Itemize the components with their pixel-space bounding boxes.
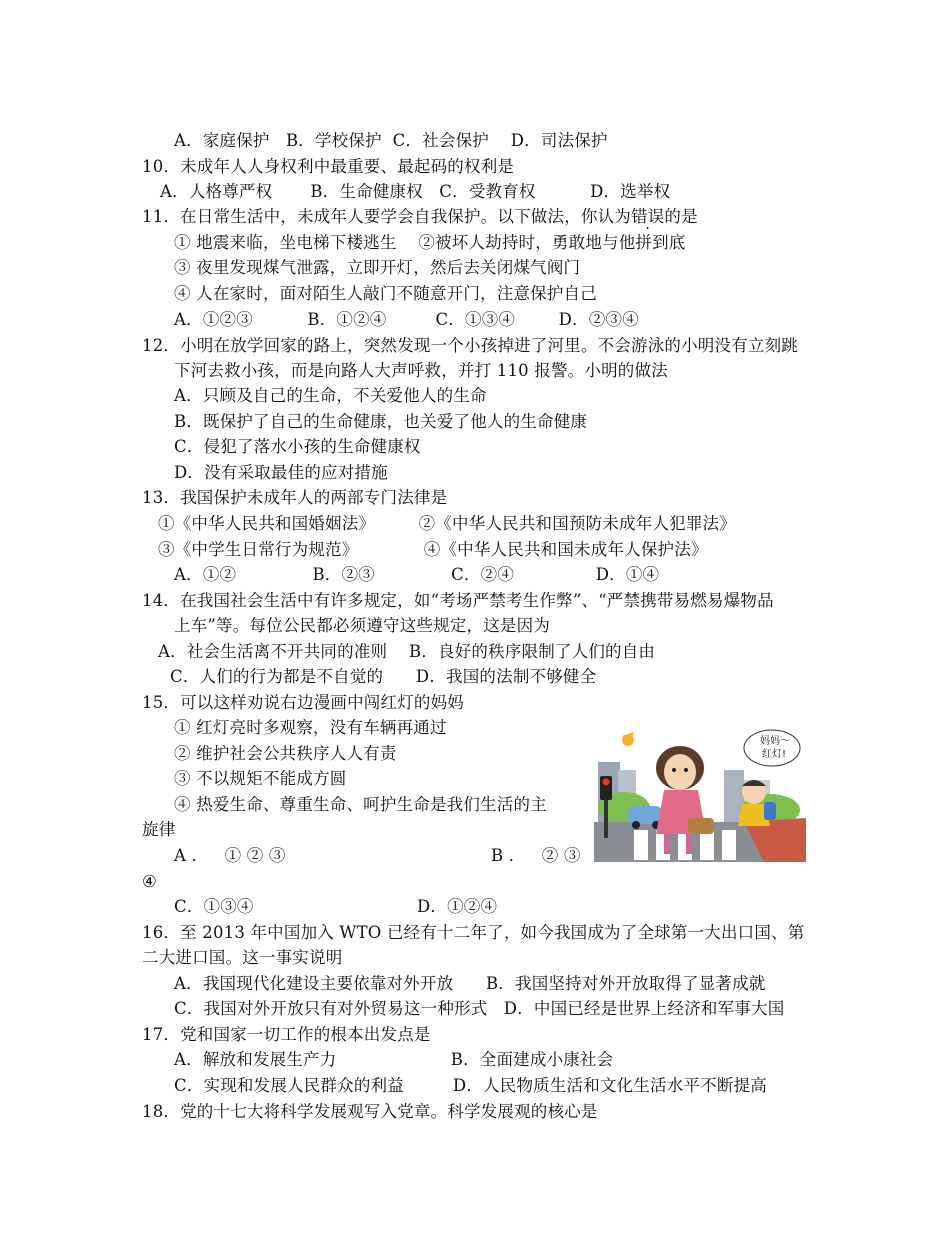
q17-options-2: C．实现和发展人民群众的利益 D．人民物质生活和文化生活水平不断提高 bbox=[174, 1076, 767, 1095]
q18-stem: 18．党的十七大将科学发展观写入党章。科学发展观的核心是 bbox=[142, 1102, 598, 1121]
q12-option-b: B．既保护了自己的生命健康，也关爱了他人的生命健康 bbox=[174, 412, 588, 431]
q15-item-2: ② 维护社会公共秩序人人有责 bbox=[174, 744, 397, 763]
q15-options-cd: C．①③④ D．①②④ bbox=[174, 897, 498, 916]
q15-item-3: ③ 不以规矩不能成方圆 bbox=[174, 769, 347, 788]
q16-stem-2: 二大进口国。这一事实说明 bbox=[142, 948, 343, 967]
q11-options: A．①②③ B．①②④ C．①③④ D．②③④ bbox=[174, 310, 639, 329]
q16-stem-1: 16．至 2013 年中国加入 WTO 已经有十二年了，如今我国成为了全球第一大出口国、第 bbox=[142, 923, 805, 942]
q11-stem-post: 的是 bbox=[664, 207, 698, 226]
q13-items-1: ①《中华人民共和国婚姻法》 ②《中华人民共和国预防未成年人犯罪法》 bbox=[158, 514, 736, 533]
cartoon-caption-2: 红灯! bbox=[762, 749, 787, 760]
q11-item-1: ① 地震来临，坐电梯下楼逃生 ②被坏人劫持时，勇敢地与他拼到底 bbox=[174, 233, 686, 252]
q11-stem-emphasis: 错误 bbox=[631, 207, 665, 226]
q15-item-4: ④ 热爱生命、尊重生命、呵护生命是我们生活的主 bbox=[174, 795, 547, 814]
q10-stem: 10．未成年人人身权利中最重要、最起码的权利是 bbox=[142, 157, 515, 176]
q11-item-3: ③ 夜里发现煤气泄露，立即开灯，然后去关闭煤气阀门 bbox=[174, 258, 581, 277]
q14-stem-1: 14．在我国社会生活中有许多规定，如“考场严禁考生作弊”、“严禁携带易燃易爆物品 bbox=[142, 591, 774, 610]
q15-option-a: A ． ① ② ③ bbox=[174, 846, 286, 865]
q17-options-1: A．解放和发展生产力 B．全面建成小康社会 bbox=[174, 1050, 614, 1069]
q14-options-2: C．人们的行为都是不自觉的 D．我国的法制不够健全 bbox=[170, 667, 597, 686]
q13-options: A．①② B．②③ C．②④ D．①④ bbox=[174, 565, 660, 584]
cartoon-caption-1: 妈妈～ bbox=[760, 736, 790, 747]
q12-option-d: D．没有采取最佳的应对措施 bbox=[174, 463, 388, 482]
q11-stem bbox=[142, 207, 698, 227]
q15-item-4-cont: 旋律 bbox=[142, 820, 176, 839]
q14-options-1: A．社会生活离不开共同的准则 B．良好的秩序限制了人们的自由 bbox=[158, 642, 656, 661]
q14-stem-2: 上车”等。每位公民都必须遵守这些规定，这是因为 bbox=[174, 616, 551, 635]
q15-item-1: ① 红灯亮时多观察，没有车辆再通过 bbox=[174, 718, 447, 737]
q12-option-c: C．侵犯了落水小孩的生命健康权 bbox=[174, 437, 421, 456]
q16-options-1: A．我国现代化建设主要依靠对外开放 B．我国坚持对外开放取得了显著成就 bbox=[174, 974, 766, 993]
red-light-cartoon bbox=[594, 722, 806, 862]
q11-item-4: ④ 人在家时，面对陌生人敲门不随意开门，注意保护自己 bbox=[174, 284, 597, 303]
q16-options-2: C．我国对外开放只有对外贸易这一种形式 D．中国已经是世界上经济和军事大国 bbox=[174, 999, 785, 1018]
q12-option-a: A．只顾及自己的生命，不关爱他人的生命 bbox=[174, 386, 487, 405]
q13-stem: 13．我国保护未成年人的两部专门法律是 bbox=[142, 488, 448, 507]
q10-options: A．人格尊严权 B．生命健康权 C．受教育权 D．选举权 bbox=[160, 182, 671, 201]
q13-items-2: ③《中学生日常行为规范》 ④《中华人民共和国未成年人保护法》 bbox=[158, 540, 708, 559]
q11-stem-pre: 11．在日常生活中，未成年人要学会自我保护。以下做法，你认为 bbox=[142, 207, 631, 226]
q15-stem: 15．可以这样劝说右边漫画中闯红灯的妈妈 bbox=[142, 693, 464, 712]
q9-options: A．家庭保护 B．学校保护 C．社会保护 D．司法保护 bbox=[174, 131, 608, 150]
q15-option-b: B ． ② ③ bbox=[491, 846, 581, 865]
q17-stem: 17．党和国家一切工作的根本出发点是 bbox=[142, 1025, 431, 1044]
q12-stem-2: 下河去救小孩，而是向路人大声呼救，并打 110 报警。小明的做法 bbox=[174, 361, 668, 380]
q12-stem-1: 12．小明在放学回家的路上，突然发现一个小孩掉进了河里。不会游泳的小明没有立刻跳 bbox=[142, 336, 798, 355]
q15-option-b-cont: ④ bbox=[142, 872, 157, 891]
